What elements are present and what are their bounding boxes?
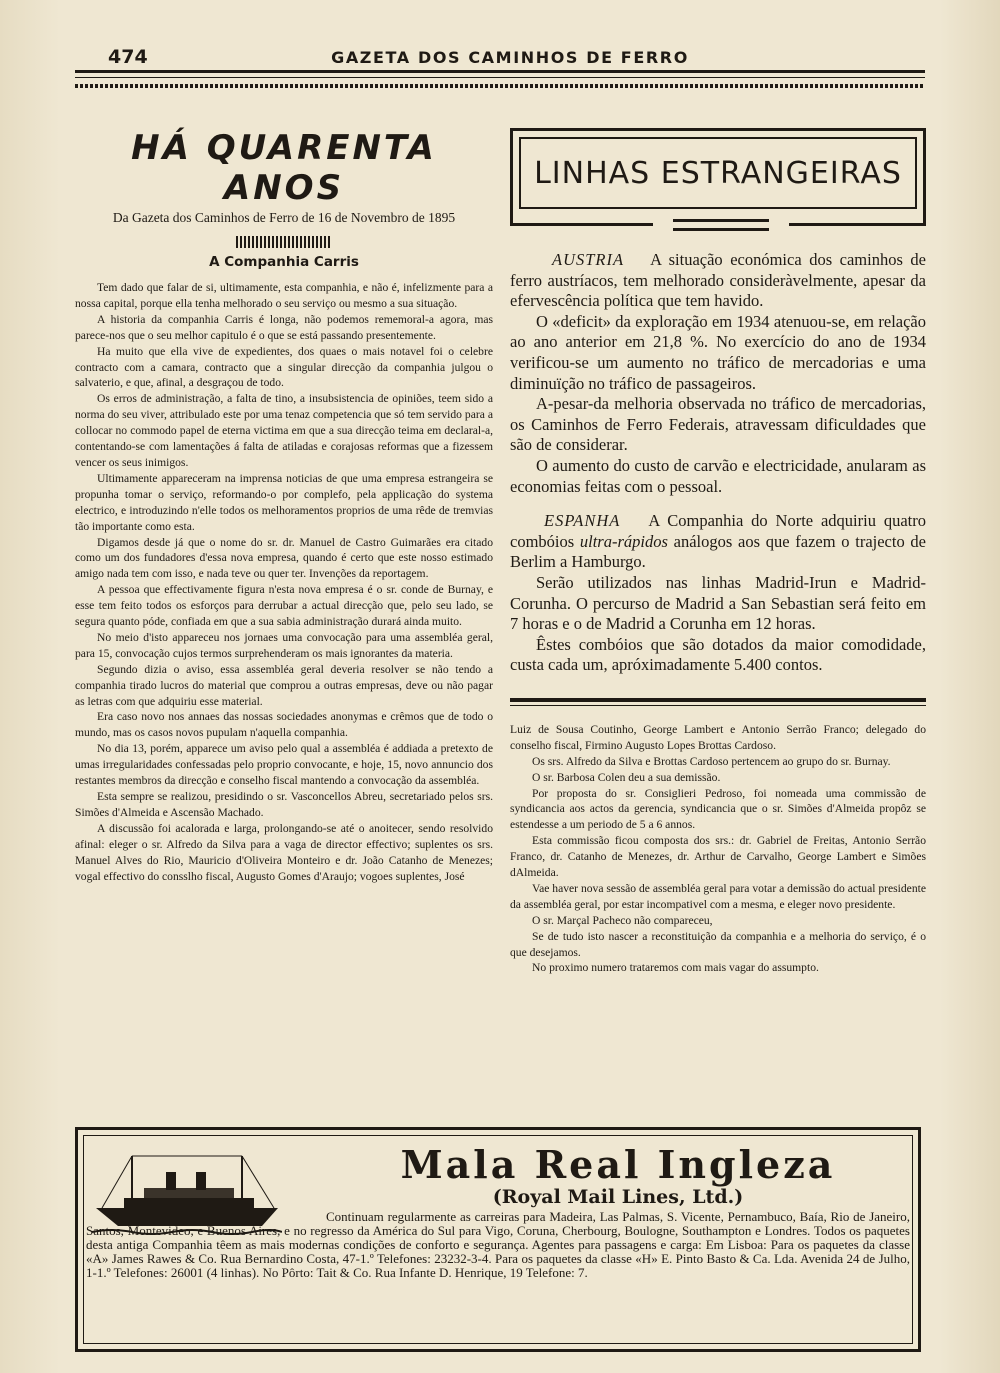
austria-paragraph [510, 250, 926, 312]
section-divider-thin [510, 705, 926, 706]
emphasis: ultra-rápidos [579, 531, 668, 551]
ad-body: Continuam regularmente as carreiras para Madeira, Las Palmas, S. Vicente, Pernambuco, Baía, Rio de Janeiro, Santos, Montevideo, e Buenos Aires, e no regresso da América do Sul para Vigo, Coruna, Cherbourg, Boulogne, Southampton e Londres. Todos os paquetes desta antiga Companhia têem as mais modernas condições de conforto e segurança. Agentes para passagens e carga: Em Lisboa: Para os paquetes da classe «A» James Rawes & Co. Rua Bernardino Costa, 47-1.º Telefones: 23232-3-4. Para os paquetes da classe «H» E. Pinto Basto & Ca. Lda. Avenida 24 de Julho, 1-1.º Telefones: 26001 (4 linhas). No Pôrto: Tait & Co. Rua Infante D. Henrique, 19 Telefone: 7. [86, 1209, 910, 1280]
espanha-paragraph [510, 511, 926, 573]
paragraph: Se de tudo isto nascer a reconstituição da companhia e a melhoria do serviço, é o que desejamos. [510, 929, 926, 959]
paragraph: Ha muito que ella vive de expedientes, dos quaes o mais notavel foi o celebre contracto com a camara, contracto que a singular direcção da companhia julgou o salvaterio, e que, afinal, a desgraçou de todo. [75, 344, 493, 390]
paragraph: Vae haver nova sessão de assembléa geral para votar a demissão do actual presidente da assembléa geral, por estar incompativel com a mesma, e eleger novo presidente. [510, 881, 926, 911]
spacer [86, 1211, 326, 1221]
paragraph: Esta sempre se realizou, presidindo o sr. Vasconcellos Abreu, secretariado pelos srs. Simões d'Almeida e Ascensão Machado. [75, 790, 493, 819]
paragraph: Serão utilizados nas linhas Madrid-Irun e Madrid-Corunha. O percurso de Madrid a San Sebastian será feito em 7 horas e o de Madrid a Corunha em 12 horas. [510, 572, 926, 634]
paragraph: A-pesar-da melhoria observada no tráfico de mercadorias, os Caminhos de Ferro Federais, atravessam dificuldades que são de considerar. [510, 394, 926, 455]
espanha-text-cont: análogos aos que fazem o trajecto de Berlim a Hamburgo. [510, 531, 926, 572]
article-title: HÁ QUARENTA ANOS [131, 128, 437, 208]
paragraph: O sr. Marçal Pacheco não compareceu, [532, 913, 713, 927]
box-ornament [653, 217, 789, 233]
paragraph: Luiz de Sousa Coutinho, George Lambert e Antonio Serrão Franco; delegado do conselho fiscal, Firmino Augusto Lopes Brottas Cardoso. [510, 722, 926, 752]
ornament [236, 236, 332, 248]
paragraph: O «deficit» da exploração em 1934 atenuou-se, em relação ao ano anterior em 21,8 %. No exercício do ano de 1934 verificou-se um aumento no tráfico de mercadorias e uma diminuïção no tráfico de passageiros. [510, 311, 926, 393]
article-body [75, 280, 493, 884]
ad-title: Mala Real Ingleza [400, 1142, 836, 1187]
paragraph: Êstes combóios que são dotados da maior comodidade, custa cada um, apróximadamente 5.400 contos. [510, 634, 926, 675]
section-divider [510, 698, 926, 702]
paragraph: Tem dado que falar de si, ultimamente, esta companhia, e não é, infelizmente para a nossa capital, porque ella tenha melhorado o seu serviço ou mesmo a sua situação. [75, 281, 493, 310]
ad-text [86, 1210, 910, 1280]
journal-title: GAZETA DOS CAMINHOS DE FERRO [331, 48, 689, 67]
paragraph: O aumento do custo de carvão e electricidade, anularam as economias feitas com o pessoal. [510, 455, 926, 496]
paragraph: Os srs. Alfredo da Silva e Brottas Cardoso pertencem ao grupo do sr. Burnay. [532, 754, 891, 768]
paragraph: O sr. Barbosa Colen deu a sua demissão. [532, 770, 721, 784]
espanha-section [510, 511, 926, 676]
section-title: LINHAS ESTRANGEIRAS [534, 155, 902, 191]
espanha-text: A Companhia do Norte adquiriu quatro combóios [510, 511, 926, 551]
country-label: AUSTRIA [552, 250, 625, 269]
country-label: ESPANHA [544, 511, 621, 531]
paragraph: Ultimamente appareceram na imprensa noticias de que uma empresa estrangeira se propunha tomar o serviço, reformando-o por complefo, pela applicação do systema electrico, e introduzindo n'elle todos os melhoramentos proprios de uma rêde de tremvias tão importante como esta. [75, 471, 493, 533]
article-heading: A Companhia Carris [209, 254, 359, 270]
page-number: 474 [108, 46, 148, 68]
paragraph: A discussão foi acalorada e larga, prolongando-se até o anoitecer, sendo resolvido afinal: eleger o sr. Alfredo da Silva para a vaga de director effectivo; suplentes os srs. Manuel Alves do Rio, Mauricio d'Oliveira Monteiro e dr. João Catanho de Menezes; vogal effectivo do consslho fiscal, Augusto Gomes d'Araujo; vogoes suplentes, José [75, 821, 493, 883]
paragraph: A historia da companhia Carris é longa, não podemos rememoral-a agora, mas parece-nos que o seu melhor capitulo é o que se está passando presentemente. [75, 312, 493, 342]
paragraph: Segundo dizia o aviso, essa assembléa geral deveria resolver se não tendo a companhia tirado lucros do material que comprou a outras empresas, deve ou não pagar as letras com que adquiriu esse material. [75, 662, 493, 708]
ornament-bar [673, 219, 769, 231]
paragraph: A pessoa que effectivamente figura n'esta nova empresa é o sr. conde de Burnay, e esse tem feito todos os esforços para derrubar a actual direcção que, pelo seu lado, se segura quanto póde, confiada em que a sua sabia administração durará ainda muito. [75, 583, 493, 629]
paragraph: Esta commissão ficou composta dos srs.: dr. Gabriel de Freitas, Antonio Serrão Franco, dr. Catanho de Menezes, dr. Arthur de Carvalho, George Lambert e Simões dAlmeida. [510, 834, 926, 880]
article-continuation [510, 722, 926, 977]
advertisement [75, 1127, 921, 1352]
paragraph: No dia 13, porém, apparece um aviso pelo qual a assembléa é addiada a pretexto de umas irregularidades confessadas pelo proprio convocante, e hoje, 15, novo annuncio dos restantes membros da direcção e conselho fiscal mantendo a convocação da assembléa. [75, 742, 493, 788]
header-rule-thin [75, 77, 925, 78]
article-subtitle: Da Gazeta dos Caminhos de Ferro de 16 de Novembro de 1895 [112, 210, 456, 225]
paragraph: Os erros de administração, a falta de tino, a insubsistencia de opiniões, teem sido a norma do seu viver, attribulado este por uma tenaz competencia que só tem servido para a collocar no commodo papel de eterna victima em que a sua direcção teima em declaral-a, contentando-se com lamentações á falta de atiladas e corajosas reformas que a fizessem vencer os seus inimigos. [75, 392, 493, 469]
header-rule-dashed [75, 84, 925, 88]
header-rule [75, 70, 925, 73]
paragraph: Era caso novo nos annaes das nossas sociedades anonymas e crêmos que de todo o mundo, mas os casos novos pupulam n'aquella companhia. [75, 710, 493, 740]
ad-subtitle: (Royal Mail Lines, Ltd.) [492, 1186, 744, 1208]
paragraph: Por proposta do sr. Consiglieri Pedroso, foi nomeada uma commissão de syndicancia aos actos da gerencia, syndicancia que o sr. Simões d'Almeida propôz se estendesse a um periodo de 5 a 6 annos. [510, 786, 926, 832]
paragraph: No meio d'isto appareceu nos jornaes uma convocação para uma assembléa geral, para 15, convocação cujos termos surprehenderam os mais ignorantes da materia. [75, 630, 493, 660]
right-column [510, 128, 926, 976]
austria-section [510, 250, 926, 497]
austria-text: A situação económica dos caminhos de ferro austríacos, tem melhorado consideràvelmente, apesar da efervescência política que tem havido. [510, 250, 926, 311]
left-column [75, 128, 493, 884]
paragraph: No proximo numero trataremos com mais vagar do assumpto. [532, 961, 819, 975]
section-title-frame [519, 137, 917, 209]
section-title-box [510, 128, 926, 226]
paragraph: Digamos desde já que o nome do sr. dr. Manuel de Castro Guimarães era citado como um dos fundadores d'essa nova empresa, quando é certo que este nosso estimado amigo nada tem com isso, e nada teve ou quer ter. Invenções da reportagem. [75, 535, 493, 581]
